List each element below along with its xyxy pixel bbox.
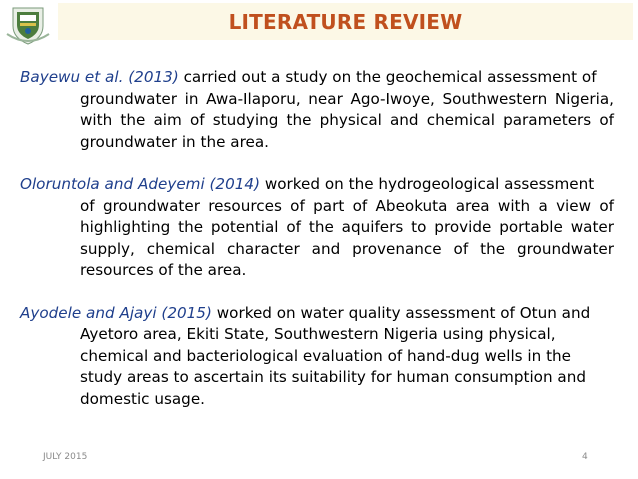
literature-entry xyxy=(20,174,614,282)
university-crest-icon xyxy=(5,4,51,46)
entry-citation: Ayodele and Ajayi (2015) xyxy=(20,303,212,322)
title-banner xyxy=(58,3,633,40)
entry-citation: Bayewu et al. (2013) xyxy=(20,68,179,86)
entry-citation: Oloruntola and Adeyemi (2014) xyxy=(20,175,261,193)
entry-lead-text: worked on water quality assessment of Otun and xyxy=(211,303,591,322)
literature-entry xyxy=(20,67,614,153)
entry-body: groundwater in Awa-Ilaporu, near Ago-Iwoye, Southwestern Nigeria, with the aim of studying the physical and chemical parameters of groundwater in the area. xyxy=(80,89,614,151)
page-number: 4 xyxy=(582,452,588,462)
slide-title: LITERATURE REVIEW xyxy=(228,9,463,34)
entry-first-line xyxy=(20,303,614,325)
literature-entry xyxy=(20,303,614,411)
entry-first-line xyxy=(20,67,614,89)
entry-lead-text: carried out a study on the geochemical assessment of xyxy=(178,68,597,86)
entry-lead-text: worked on the hydrogeological assessment xyxy=(260,175,595,193)
entry-body: of groundwater resources of part of Abeokuta area with a view of highlighting the potential of the aquifers to provide portable water supply, chemical character and provenance of the groundwater resources of the area. xyxy=(80,196,614,279)
entry-body: Ayetoro area, Ekiti State, Southwestern Nigeria using physical, chemical and bacteriological evaluation of hand-dug wells in the study areas to ascertain its suitability for human consumption and domestic usage. xyxy=(80,325,586,408)
footer-date: JULY 2015 xyxy=(43,452,88,462)
entry-first-line xyxy=(20,174,614,196)
literature-list xyxy=(20,67,614,410)
